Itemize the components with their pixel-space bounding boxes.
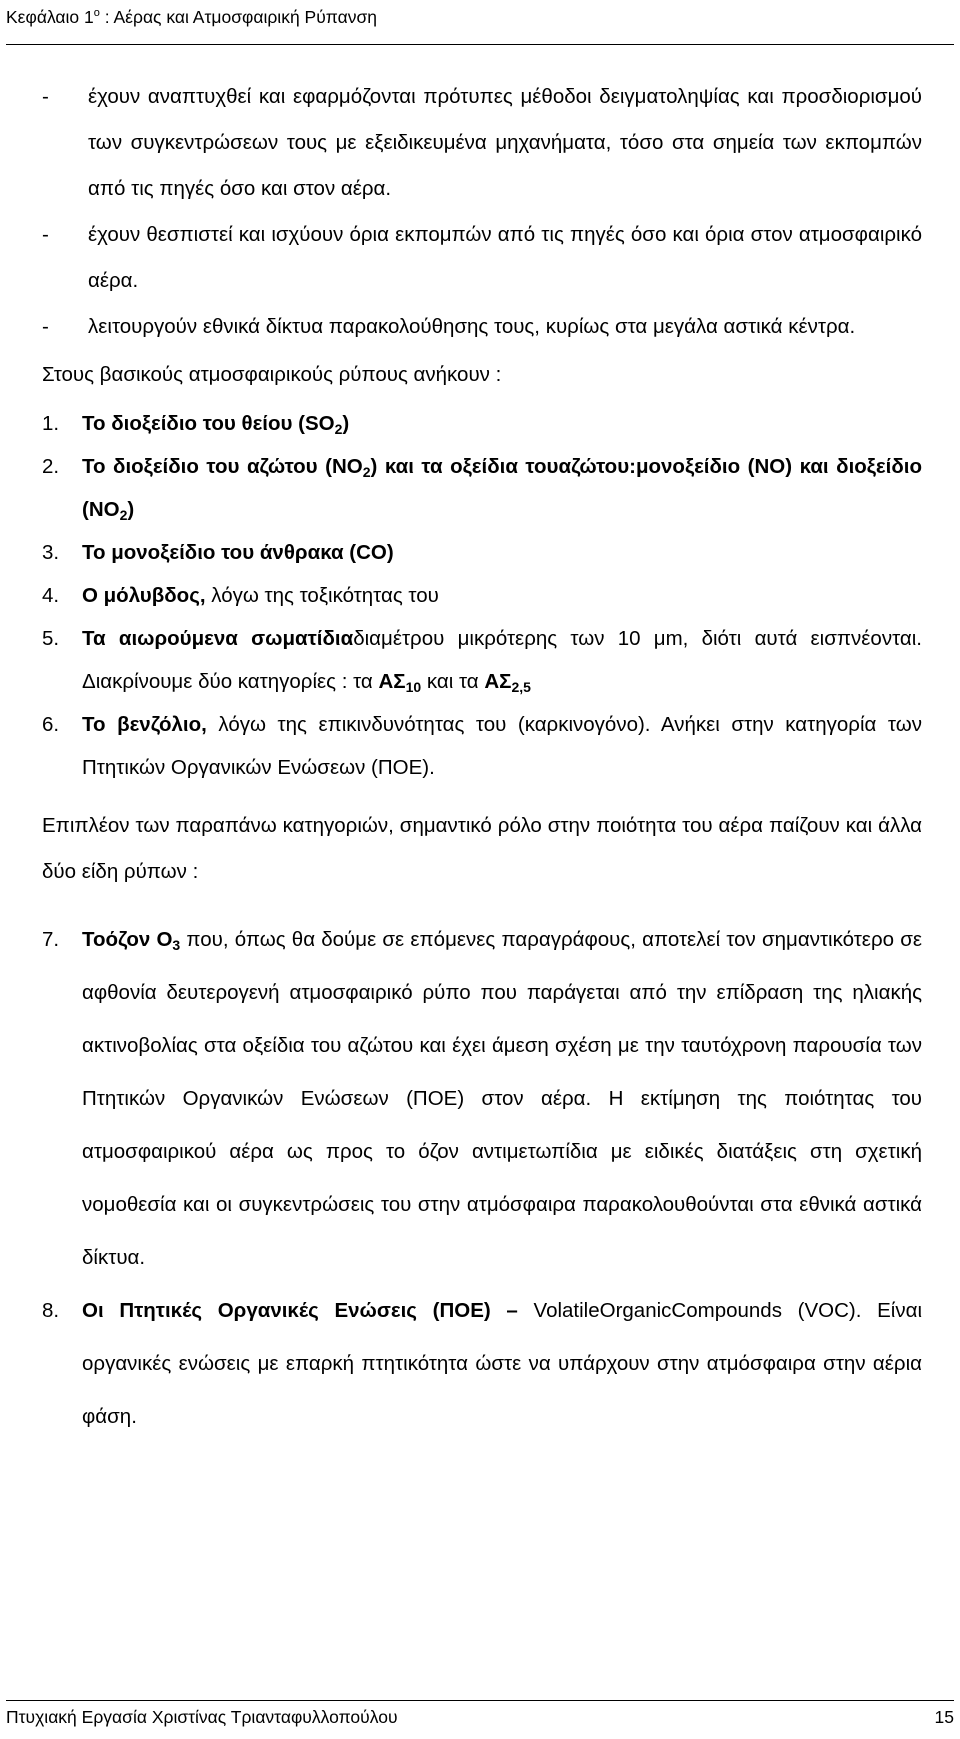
page-number: 15 — [934, 1707, 954, 1727]
item-number: 1. — [42, 412, 60, 435]
intro-paragraph: Στους βασικούς ατμοσφαιρικούς ρύπους ανήκουν : — [42, 363, 502, 386]
item-number: 5. — [42, 627, 60, 650]
list-item — [42, 703, 922, 789]
list-item — [42, 531, 922, 574]
page-header — [6, 4, 954, 45]
item-text: Τα αιωρούμενα σωματίδιαδιαμέτρου μικρότερης των 10 μm, διότι αυτά εισπνέονται. Διακρίνουμε δύο κατηγορίες : τα $A\Sigma_{10}$ και τα $A\Sigma_{2,5}$ — [82, 627, 922, 695]
dash-marker: - — [42, 315, 49, 338]
item-text: Ο μόλυβδος, λόγω της τοξικότητας του — [82, 584, 439, 607]
extra-paragraph: Επιπλέον των παραπάνω κατηγοριών, σημαντικό ρόλο στην ποιότητα του αέρα παίζουν και άλλα δύο είδη ρύπων : — [42, 814, 922, 883]
item-text: Το βενζόλιο, λόγω της επικινδυνότητας του (καρκινογόνο). Ανήκει στην κατηγορία των Πτητικών Οργανικών Ενώσεων (ΠΟΕ). — [82, 713, 922, 779]
item-number: 7. — [42, 928, 60, 951]
footer-author: Πτυχιακή Εργασία Χριστίνας Τριανταφυλλοπούλου — [6, 1707, 398, 1727]
list-item — [42, 1284, 922, 1443]
list-item — [42, 617, 922, 703]
list-item — [42, 913, 922, 1284]
dash-list-item — [42, 74, 922, 212]
dash-item-text: έχουν αναπτυχθεί και εφαρμόζονται πρότυπες μέθοδοι δειγματοληψίας και προσδιορισμού των συγκεντρώσεων τους με εξειδικευμένα μηχανήματα, τόσο στα σημεία των εκπομπών από τις πηγές όσο και στον αέρα. — [88, 85, 922, 200]
item-text: Το διοξείδιο του αζώτου $(NO_2)$ και τα οξείδια τουαζώτου:μονοξείδιο (NO) και διοξείδιο $(NO_2)$ — [82, 455, 922, 523]
item-text: Το διοξείδιο του θείου $(SO_2)$ — [82, 412, 350, 437]
dash-marker: - — [42, 85, 49, 108]
item-number: 2. — [42, 455, 60, 478]
dash-list-item — [42, 304, 922, 350]
page-content — [42, 74, 922, 1443]
item-text: Το μονοξείδιο του άνθρακα (CO) — [82, 541, 394, 564]
dash-item-text: έχουν θεσπιστεί και ισχύουν όρια εκπομπών από τις πηγές όσο και όρια στον ατμοσφαιρικό αέρα. — [88, 223, 922, 292]
list-item — [42, 574, 922, 617]
pollutant-list — [42, 402, 922, 789]
item-number: 6. — [42, 713, 60, 736]
dash-marker: - — [42, 223, 49, 246]
page-footer — [6, 1700, 954, 1728]
item-number: 3. — [42, 541, 60, 564]
item-number: 8. — [42, 1299, 60, 1322]
list-item — [42, 402, 922, 445]
dash-item-text: λειτουργούν εθνικά δίκτυα παρακολούθησης τους, κυρίως στα μεγάλα αστικά κέντρα. — [88, 315, 856, 338]
chapter-title: Κεφάλαιο $1^o$ : Αέρας και Ατμοσφαιρική Ρύπανση — [6, 7, 378, 27]
item-text: Τοόζον $O_3$ που, όπως θα δούμε σε επόμενες παραγράφους, αποτελεί τον σημαντικότερο σε αφθονία δευτερογενή ατμοσφαιρικό ρύπο που παράγεται από την επίδραση της ηλιακής ακτινοβολίας στα οξείδια του αζώτου και έχει άμεση σχέση με την ταυτόχρονη παρουσία των Πτητικών Οργανικών Ενώσεων (ΠΟΕ) στον αέρα. Η εκτίμηση της ποιότητας του ατμοσφαιρικού αέρα ως προς το όζον αντιμετωπίδια με ειδικές διατάξεις στη σχετική νομοθεσία και οι συγκεντρώσεις του στην ατμόσφαιρα παρακολουθούνται στα εθνικά αστικά δίκτυα. — [82, 928, 922, 1269]
dash-list-item — [42, 212, 922, 304]
item-number: 4. — [42, 584, 60, 607]
list-item — [42, 445, 922, 531]
item-text: Οι Πτητικές Οργανικές Ενώσεις (ΠΟΕ) – VolatileOrganicCompounds (VOC). Είναι οργανικές ενώσεις με επαρκή πτητικότητα ώστε να υπάρχουν στην ατμόσφαιρα στην αέρια φάση. — [82, 1299, 922, 1428]
